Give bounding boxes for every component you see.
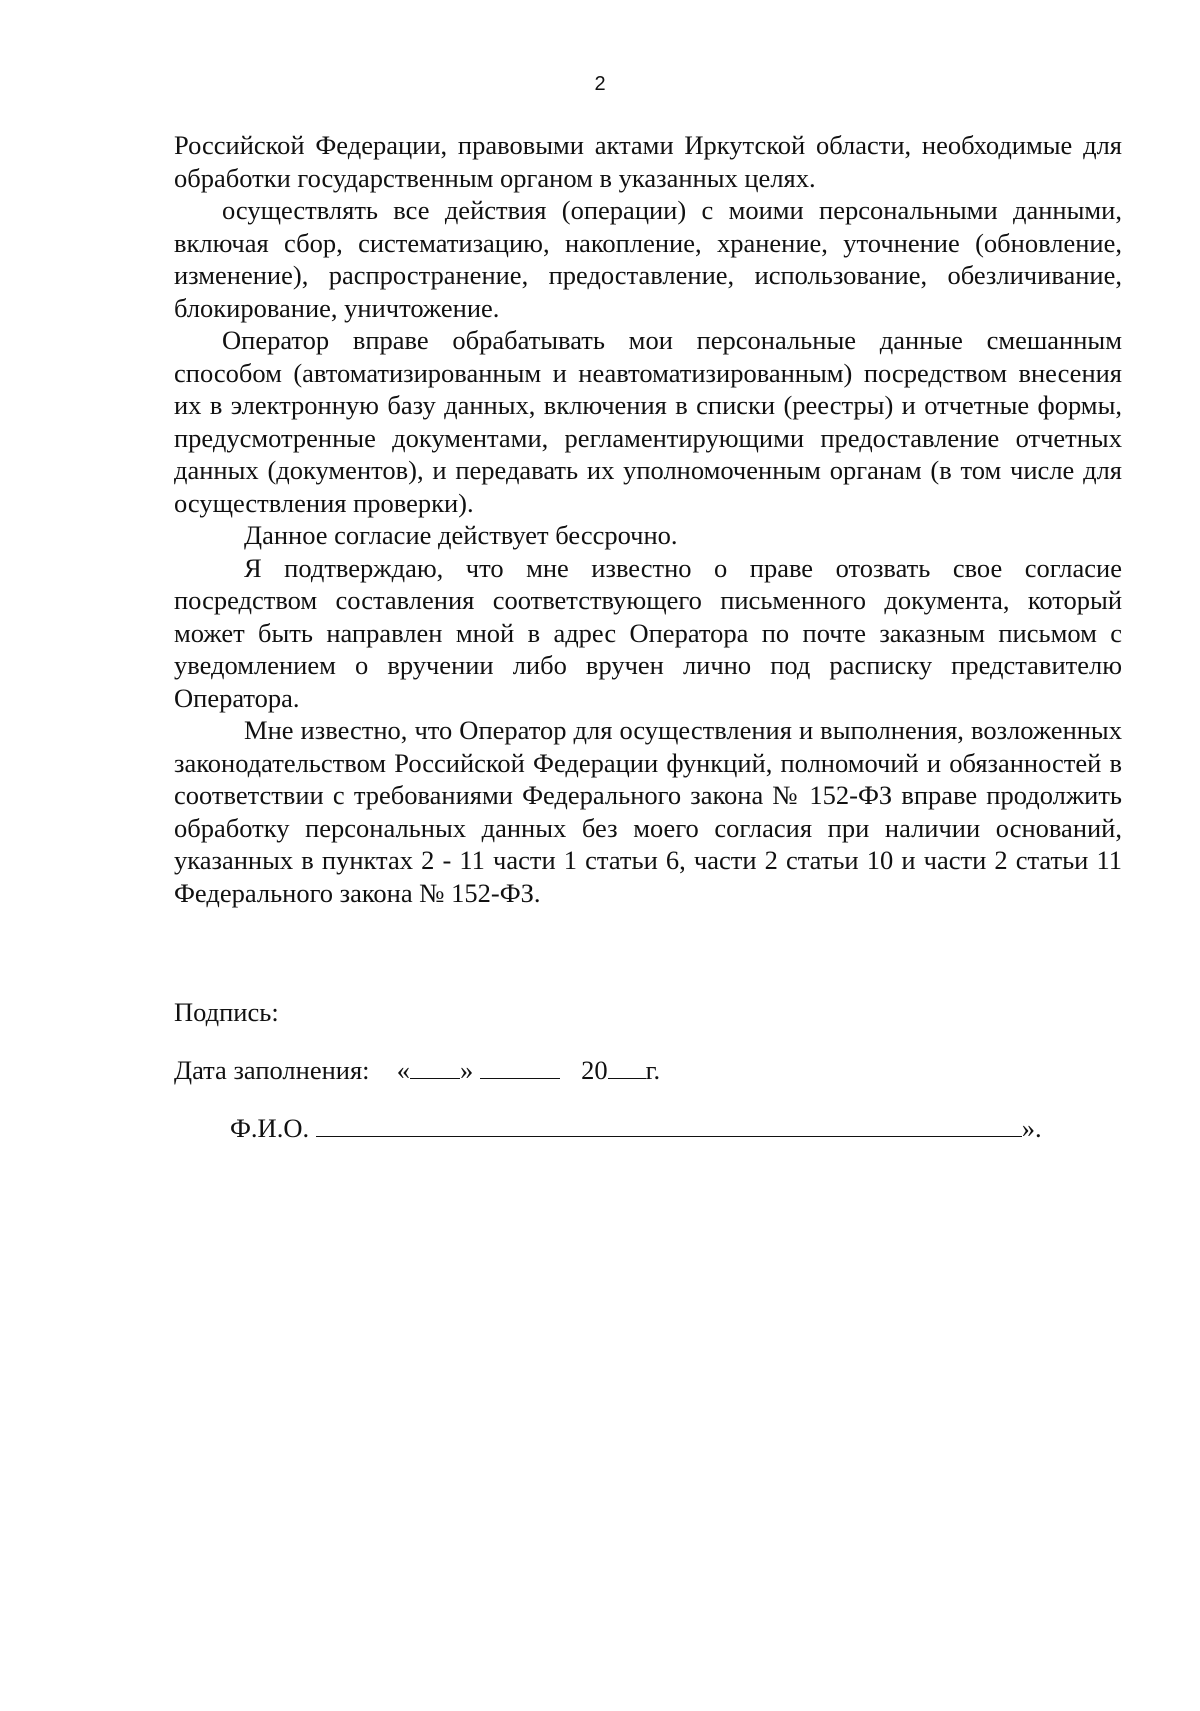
year-prefix: 20 <box>581 1055 608 1085</box>
day-blank[interactable] <box>410 1054 460 1079</box>
page-number: 2 <box>594 73 606 95</box>
signature-label: Подпись: <box>174 997 279 1027</box>
date-open-quote: « <box>396 1055 410 1085</box>
paragraph-continuation: Российской Федерации, правовыми актами Иркутской области, необходимые для обработки государственным органом в указанных целях. <box>174 130 1122 193</box>
fio-line <box>230 1112 1042 1144</box>
paragraph-actions: осуществлять все действия (операции) с моими персональными данными, включая сбор, систематизацию, накопление, хранение, уточнение (обновление, изменение), распространение, предоставление, использование, обезличивание, блокирование, уничтожение. <box>174 195 1122 323</box>
fio-blank[interactable] <box>316 1112 1022 1137</box>
month-blank[interactable] <box>480 1054 560 1079</box>
fio-end: ». <box>1021 1113 1042 1143</box>
year-blank[interactable] <box>608 1054 646 1079</box>
date-close-quote: » <box>460 1055 474 1085</box>
paragraph-validity: Данное согласие действует бессрочно. <box>244 520 678 550</box>
document-body <box>174 129 1122 909</box>
fio-label: Ф.И.О. <box>230 1113 310 1143</box>
paragraph-withdrawal: Я подтверждаю, что мне известно о праве отозвать свое согласие посредством составления соответствующего письменного документа, который может быть направлен мной в адрес Оператора по почте заказным письмом с уведомлением о вручении либо вручен лично под расписку представителю Оператора. <box>174 552 1122 713</box>
paragraph-processing-method: Оператор вправе обрабатывать мои персональные данные смешанным способом (автоматизированным и неавтоматизированным) посредством внесения их в электронную базу данных, включения в списки (реестры) и отчетные формы, предусмотренные документами, регламентирующими предоставление отчетных данных (документов), и передавать их уполномоченным органам (в том числе для осуществления проверки). <box>174 325 1122 518</box>
date-label: Дата заполнения: <box>174 1055 370 1085</box>
paragraph-legal-basis: Мне известно, что Оператор для осуществления и выполнения, возложенных законодательством Российской Федерации функций, полномочий и обязанностей в соответствии с требованиями Федерального закона № 152-ФЗ вправе продолжить обработку персональных данных без моего согласия при наличии оснований, указанных в пунктах 2 - 11 части 1 статьи 6, части 2 статьи 10 и части 2 статьи 11 Федерального закона № 152-ФЗ. <box>174 715 1122 908</box>
date-line <box>174 1054 660 1086</box>
year-suffix: г. <box>645 1055 661 1085</box>
